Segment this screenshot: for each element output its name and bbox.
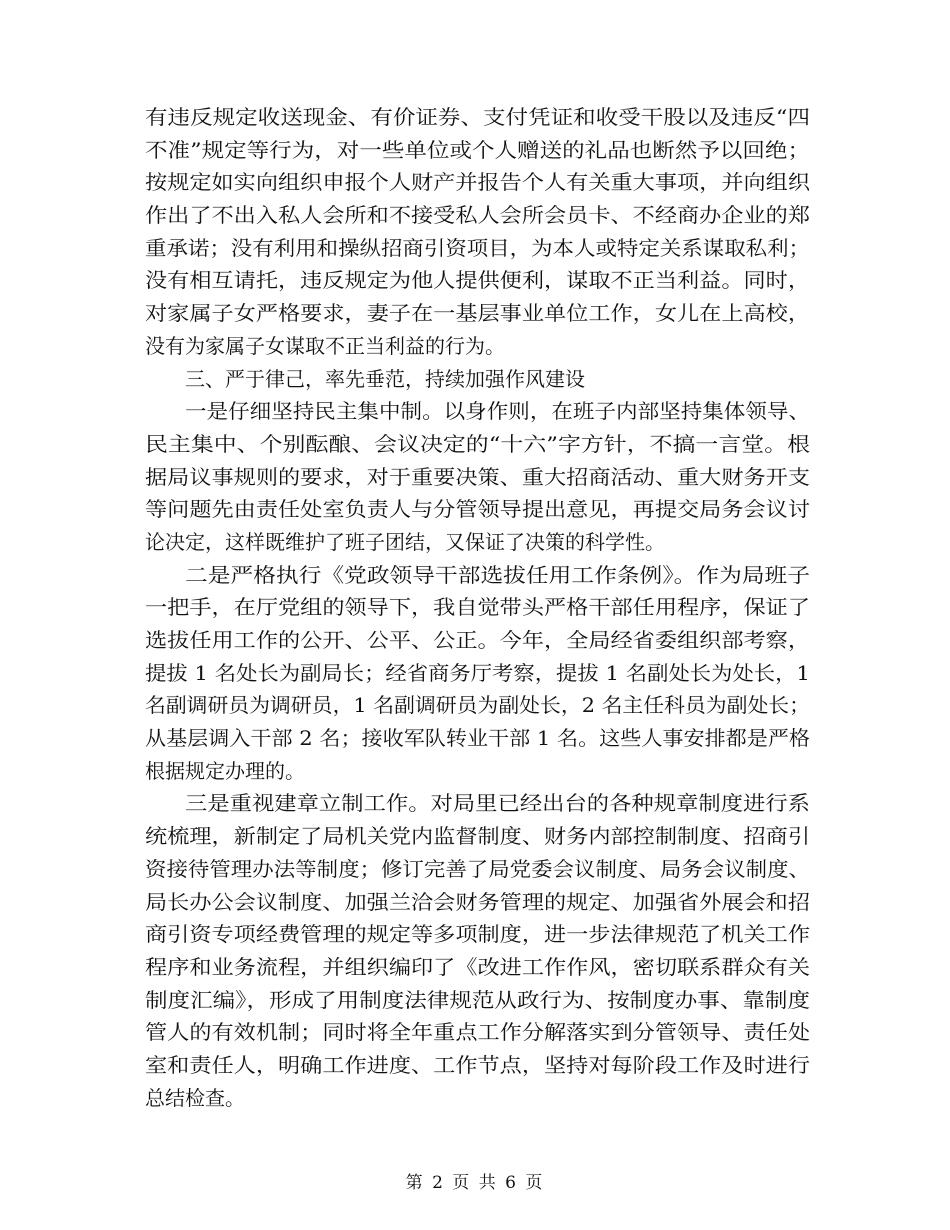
text-line: 对家属子女严格要求，妻子在一基层事业单位工作，女儿在上高校， xyxy=(145,301,810,326)
text-line: 管人的有效机制；同时将全年重点工作分解落实到分管领导、责任处 xyxy=(145,1020,810,1045)
text-line: 资接待管理办法等制度；修订完善了局党委会议制度、局务会议制度、 xyxy=(145,856,810,881)
text-line: 二是严格执行《党政领导干部选拔任用工作条例》。作为局班子 xyxy=(185,562,810,587)
text-line: 一是仔细坚持民主集中制。以身作则，在班子内部坚持集体领导、 xyxy=(185,399,810,424)
text-line: 选拔任用工作的公开、公平、公正。今年，全局经省委组织部考察， xyxy=(145,628,810,652)
text-line: 提拔 1 名处长为副局长；经省商务厅考察，提拔 1 名副处长为处长，1 xyxy=(145,660,810,685)
text-line: 总结检查。 xyxy=(145,1085,245,1110)
text-line: 名副调研员为调研员，1 名副调研员为副处长，2 名主任科员为副处长； xyxy=(145,693,810,718)
text-line: 局长办公会议制度、加强兰洽会财务管理的规定、加强省外展会和招 xyxy=(145,889,810,914)
text-line: 商引资专项经费管理的规定等多项制度，进一步法律规范了机关工作 xyxy=(145,922,810,947)
text-line: 论决定，这样既维护了班子团结，又保证了决策的科学性。 xyxy=(145,529,665,554)
text-line: 等问题先由责任处室负责人与分管领导提出意见，再提交局务会议讨 xyxy=(145,497,810,522)
text-line: 有违反规定收送现金、有价证券、支付凭证和收受干股以及违反“四 xyxy=(145,105,810,129)
text-line: 民主集中、个别酝酿、会议决定的“十六”字方针，不搞一言堂。根 xyxy=(145,431,810,456)
text-line: 据局议事规则的要求，对于重要决策、重大招商活动、重大财务开支 xyxy=(145,464,810,489)
text-line: 没有相互请托，违反规定为他人提供便利，谋取不正当利益。同时， xyxy=(145,268,810,293)
text-line: 按规定如实向组织申报个人财产并报告个人有关重大事项，并向组织 xyxy=(145,170,810,195)
text-line: 三是重视建章立制工作。对局里已经出台的各种规章制度进行系 xyxy=(185,791,810,816)
text-line: 统梳理，新制定了局机关党内监督制度、财务内部控制制度、招商引 xyxy=(145,824,810,849)
text-line: 从基层调入干部 2 名；接收军队转业干部 1 名。这些人事安排都是严格 xyxy=(145,726,810,751)
text-line: 一把手，在厅党组的领导下，我自觉带头严格干部任用程序，保证了 xyxy=(145,595,810,620)
text-line: 不准”规定等行为，对一些单位或个人赠送的礼品也断然予以回绝； xyxy=(145,137,810,162)
text-line: 程序和业务流程，并组织编印了《改进工作作风，密切联系群众有关 xyxy=(145,954,810,979)
text-line: 三、严于律己，率先垂范，持续加强作风建设 xyxy=(185,366,585,391)
text-line: 作出了不出入私人会所和不接受私人会所会员卡、不经商办企业的郑 xyxy=(145,203,810,228)
text-line: 根据规定办理的。 xyxy=(145,758,305,783)
text-line: 制度汇编》，形成了用制度法律规范从政行为、按制度办事、靠制度 xyxy=(145,987,810,1012)
document-body xyxy=(145,101,810,1114)
page-number: 第 2 页 共 6 页 xyxy=(405,1173,545,1193)
text-line: 重承诺；没有利用和操纵招商引资项目，为本人或特定关系谋取私利； xyxy=(145,235,810,260)
text-line: 室和责任人，明确工作进度、工作节点，坚持对每阶段工作及时进行 xyxy=(145,1052,810,1077)
text-line: 没有为家属子女谋取不正当利益的行为。 xyxy=(145,333,505,358)
